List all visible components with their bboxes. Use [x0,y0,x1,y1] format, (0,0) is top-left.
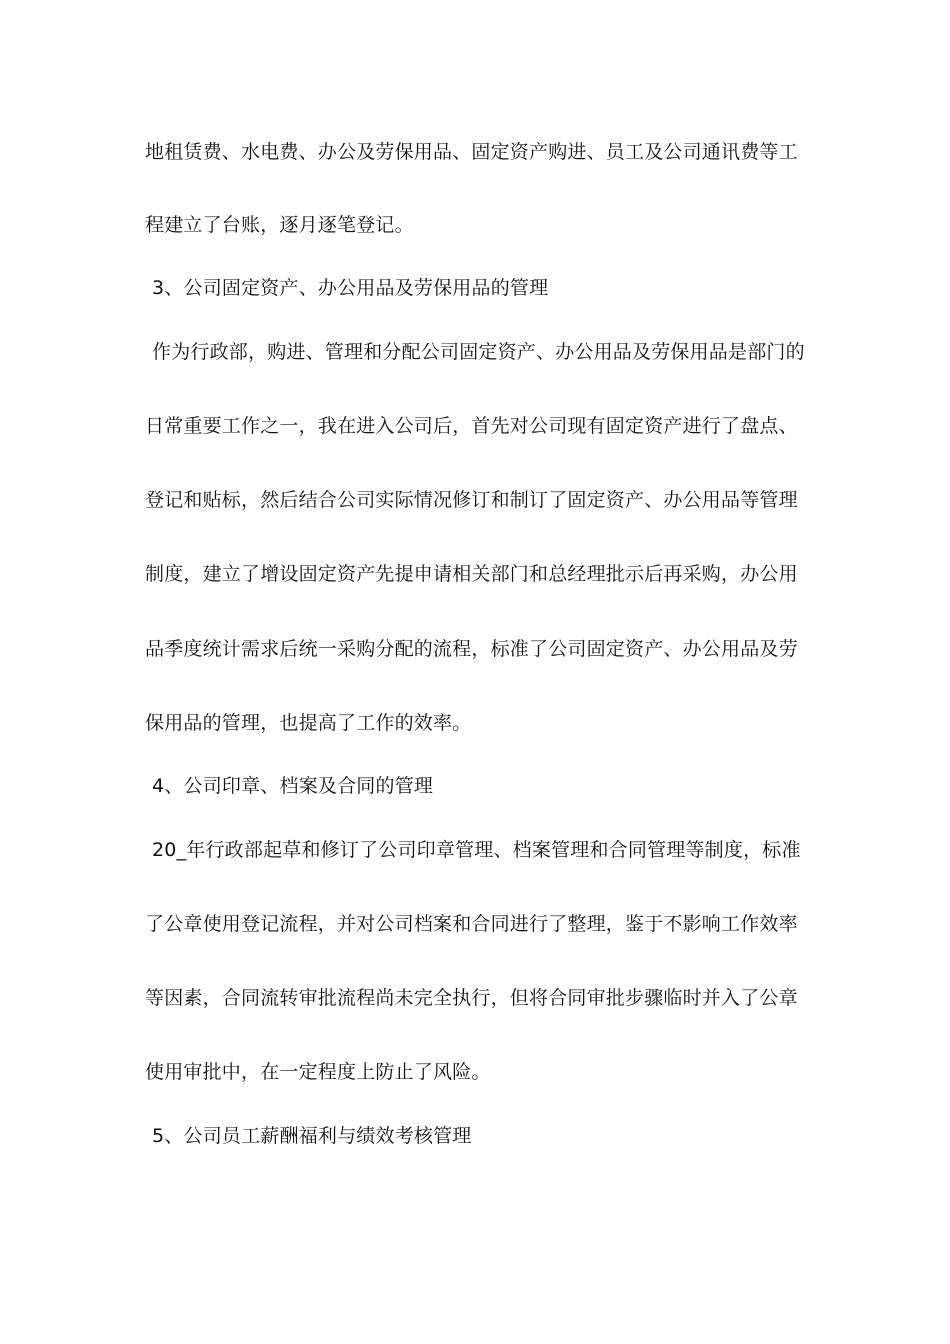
text-line: 地租赁费、水电费、办公及劳保用品、固定资产购进、员工及公司通讯费等工 [145,141,798,163]
text-line: 登记和贴标，然后结合公司实际情况修订和制订了固定资产、办公用品等管理 [145,489,798,511]
text-line: 制度，建立了增设固定资产先提申请相关部门和总经理批示后再采购，办公用 [145,563,798,585]
paragraph-first-line: 20_年行政部起草和修订了公司印章管理、档案管理和合同管理等制度，标准 [152,839,801,861]
paragraph-first-line: 作为行政部，购进、管理和分配公司固定资产、办公用品及劳保用品是部门的 [152,341,805,363]
text-line: 了公章使用登记流程，并对公司档案和合同进行了整理，鉴于不影响工作效率 [145,913,798,935]
section-heading: 4、公司印章、档案及合同的管理 [152,775,434,797]
text-line: 保用品的管理，也提高了工作的效率。 [145,712,472,734]
section-heading: 5、公司员工薪酬福利与绩效考核管理 [152,1125,472,1147]
text-line: 日常重要工作之一，我在进入公司后，首先对公司现有固定资产进行了盘点、 [145,415,798,437]
text-line: 品季度统计需求后统一采购分配的流程，标准了公司固定资产、办公用品及劳 [145,638,798,660]
section-heading: 3、公司固定资产、办公用品及劳保用品的管理 [152,277,549,299]
text-line: 程建立了台账，逐月逐笔登记。 [145,214,414,236]
text-line: 使用审批中，在一定程度上防止了风险。 [145,1061,491,1083]
text-line: 等因素，合同流转审批流程尚未完全执行，但将合同审批步骤临时并入了公章 [145,987,798,1009]
